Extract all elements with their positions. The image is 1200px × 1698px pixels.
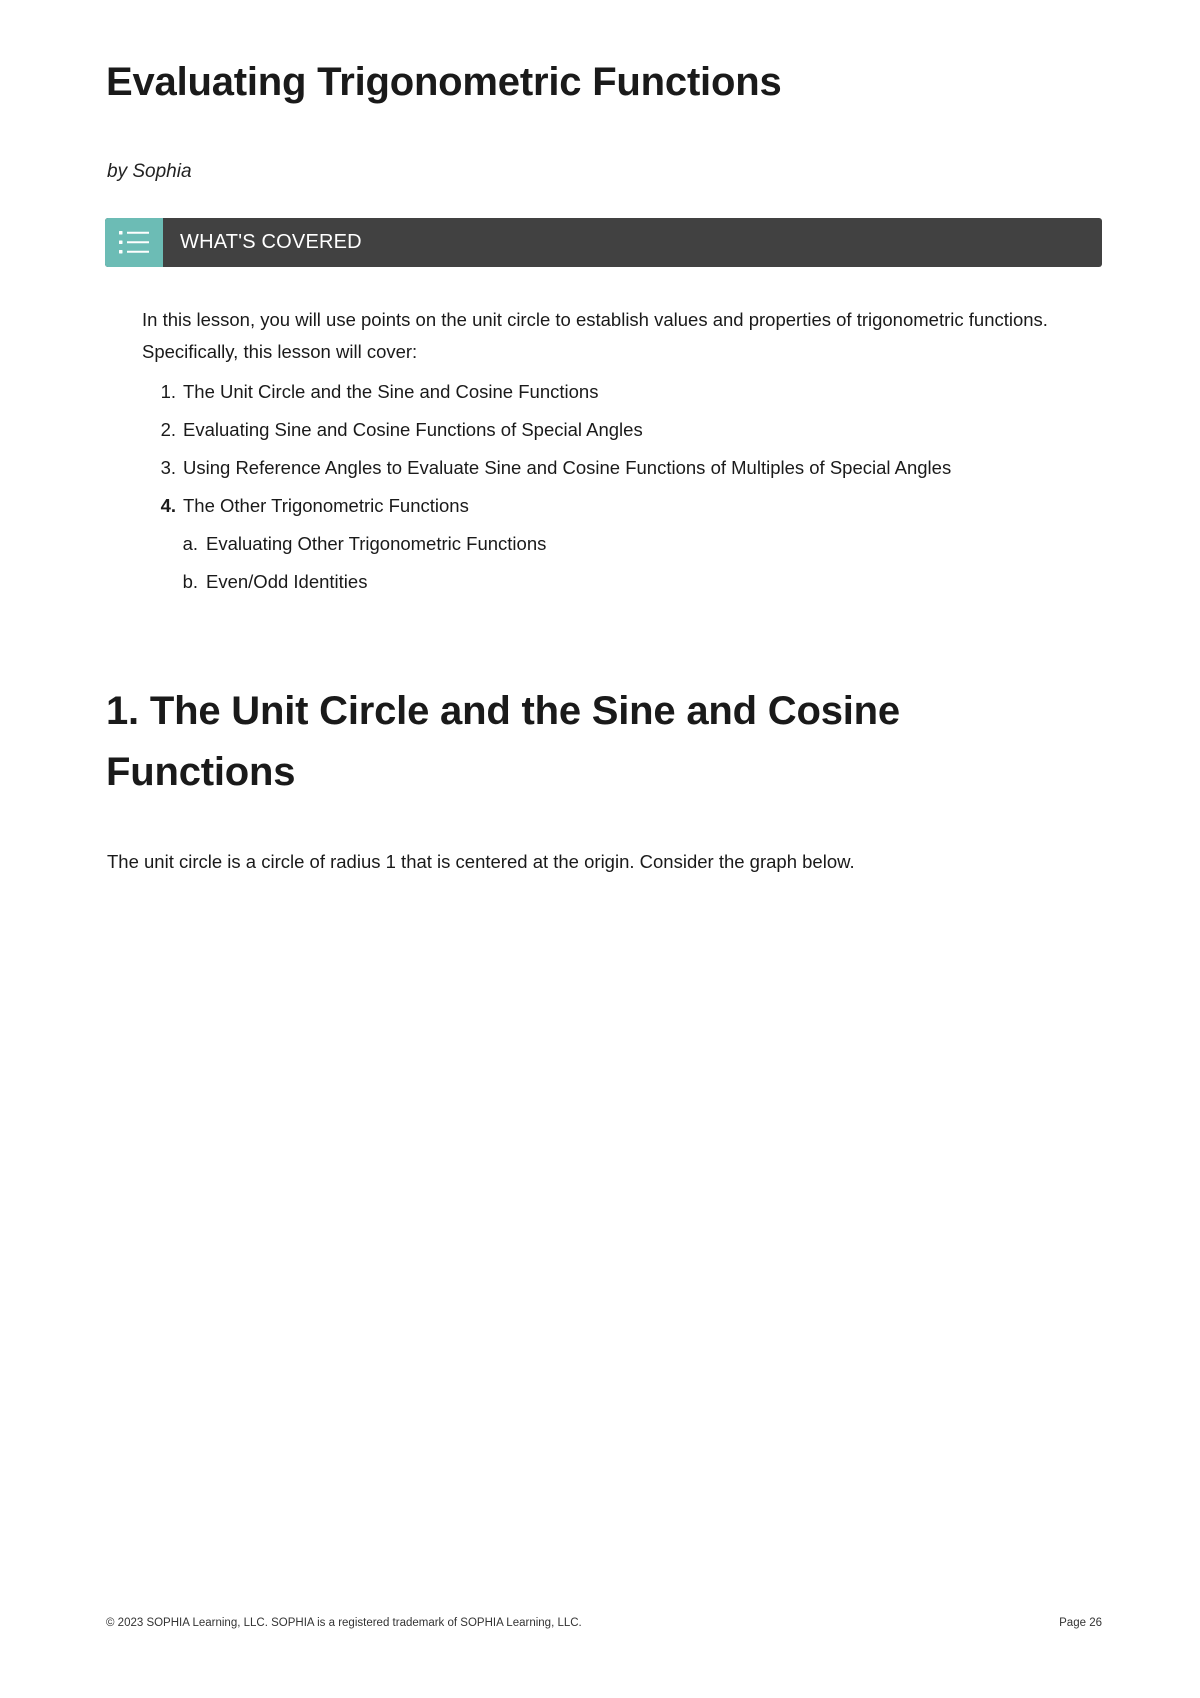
outline-subitem: [142, 563, 1102, 601]
outline-item-number: 4.: [160, 495, 176, 516]
lesson-outline: [142, 373, 1102, 601]
outline-item: [142, 487, 1102, 525]
outline-item-text: Evaluating Sine and Cosine Functions of Special Angles: [183, 419, 643, 440]
page-title: Evaluating Trigonometric Functions: [106, 60, 782, 104]
section-heading: 1. The Unit Circle and the Sine and Cosine Functions: [106, 689, 900, 794]
outline-subitem-text: Even/Odd Identities: [206, 571, 368, 592]
whats-covered-intro: In this lesson, you will use points on the unit circle to establish values and properties of trigonometric functions. Specifically, this lesson will cover:: [142, 309, 1048, 362]
outline-subitem-letter: a.: [182, 533, 198, 554]
footer-page-number: Page 26: [1059, 1617, 1102, 1629]
outline-item-text: Using Reference Angles to Evaluate Sine and Cosine Functions of Multiples of Special Angles: [183, 457, 952, 478]
list-icon: [105, 218, 163, 267]
outline-subitem-text: Evaluating Other Trigonometric Functions: [206, 533, 547, 554]
outline-subitem: [142, 525, 1102, 563]
outline-item: [142, 373, 1102, 411]
outline-item: [142, 411, 1102, 449]
outline-item-text: The Unit Circle and the Sine and Cosine Functions: [183, 381, 599, 402]
outline-item-number: 2.: [160, 419, 176, 440]
outline-item: [142, 449, 1102, 487]
footer-copyright: © 2023 SOPHIA Learning, LLC. SOPHIA is a registered trademark of SOPHIA Learning, LLC.: [106, 1617, 582, 1629]
author-byline: by Sophia: [107, 161, 192, 182]
outline-item-text: The Other Trigonometric Functions: [183, 495, 469, 516]
outline-subitem-letter: b.: [182, 571, 198, 592]
section-body-text: The unit circle is a circle of radius 1 that is centered at the origin. Consider the graph below.: [107, 851, 855, 872]
whats-covered-label: WHAT'S COVERED: [180, 231, 362, 253]
whats-covered-banner: [105, 218, 1102, 267]
outline-item-number: 1.: [160, 381, 176, 402]
outline-item-number: 3.: [160, 457, 176, 478]
